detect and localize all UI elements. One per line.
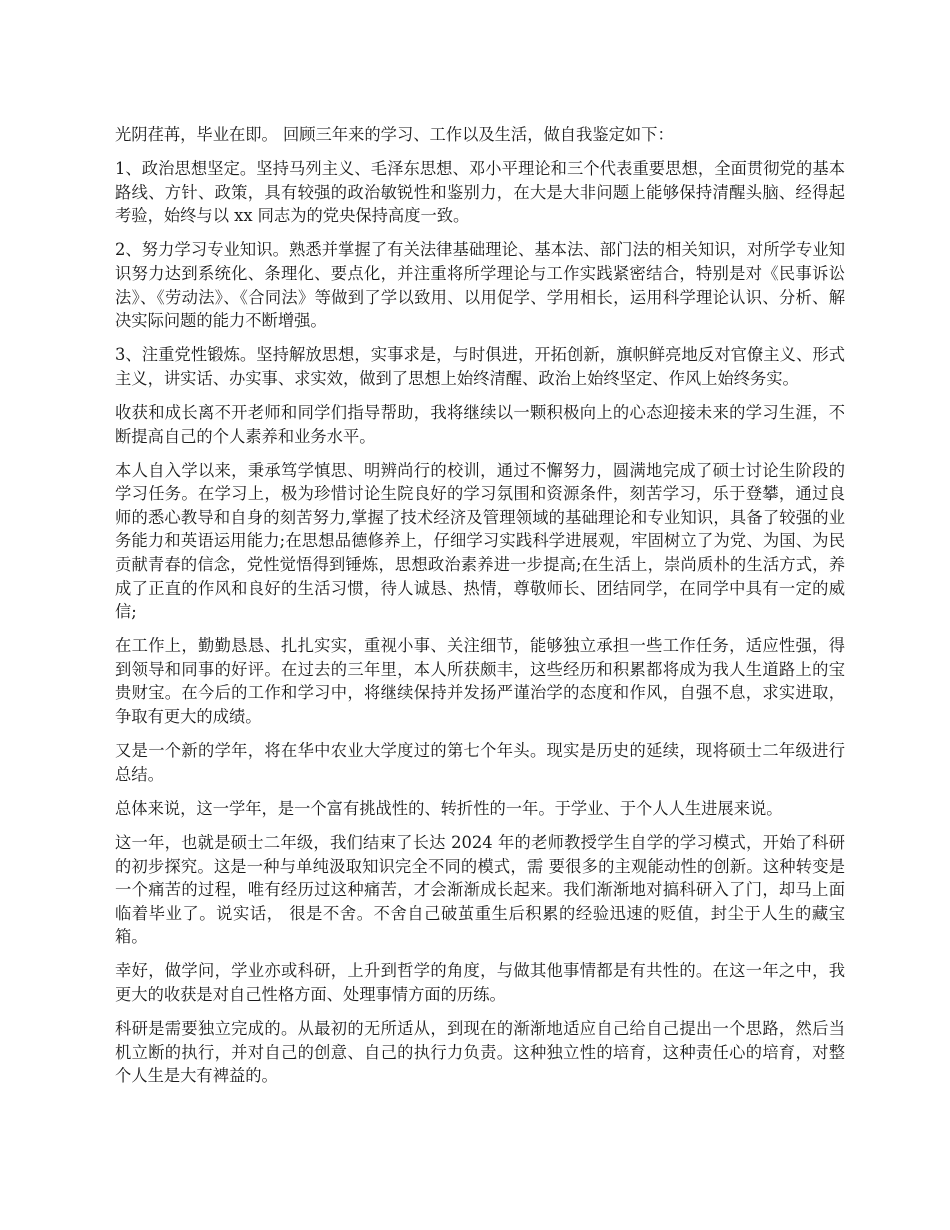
paragraph-fortunately: 幸好，做学问，学业亦或科研，上升到哲学的角度，与做其他事情都是有共性的。在这一年之中，我更大的收获是对自己性格方面、处理事情方面的历练。 — [115, 961, 845, 1004]
paragraph-party: 3、注重党性锻炼。坚持解放思想，实事求是，与时俱进，开拓创新，旗帜鲜亮地反对官僚主义、形式主义，讲实话、办实事、求实效，做到了思想上始终清醒、政治上始终坚定、作风上始终务实。 — [115, 345, 845, 388]
document-body — [115, 123, 845, 1098]
paragraph-new-year: 又是一个新的学年，将在华中农业大学度过的第七个年头。现实是历史的延续，现将硕士二年级进行总结。 — [115, 741, 845, 784]
paragraph-growth: 收获和成长离不开老师和同学们指导帮助，我将继续以一颗积极向上的心态迎接未来的学习生涯，不断提高自己的个人素养和业务水平。 — [115, 402, 845, 446]
paragraph-research: 科研是需要独立完成的。从最初的无所适从，到现在的渐渐地适应自己给自己提出一个思路，然后当机立断的执行，并对自己的创意、自己的执行力负责。这种独立性的培育，这种责任心的培育，对整个人生是大有裨益的。 — [115, 1019, 845, 1086]
paragraph-political: 1、政治思想坚定。坚持马列主义、毛泽东思想、邓小平理论和三个代表重要思想，全面贯彻党的基本路线、方针、政策，具有较强的政治敏锐性和鉴别力，在大是大非问题上能够保持清醒头脑、经得起考验，始终与以 xx 同志为的党央保持高度一致。 — [115, 159, 845, 226]
paragraph-self-intro: 本人自入学以来，秉承笃学慎思、明辨尚行的校训，通过不懈努力，圆满地完成了硕士讨论生阶段的学习任务。在学习上，极为珍惜讨论生院良好的学习氛围和资源条件，刻苦学习，乐于登攀，通过良师的悉心教导和自身的刻苦努力,掌握了技术经济及管理领域的基础理论和专业知识，具备了较强的业务能力和英语运用能力;在思想品德修养上，仔细学习实践科学进展观，牢固树立了为党、为国、为民贡献青春的信念，党性觉悟得到锤炼，思想政治素养进一步提高;在生活上，崇尚质朴的生活方式，养成了正直的作风和良好的生活习惯，待人诚恳、热情，尊敬师长、团结同学，在同学中具有一定的威信; — [115, 460, 845, 622]
paragraph-intro: 光阴荏苒，毕业在即。 回顾三年来的学习、工作以及生活，做自我鉴定如下： — [115, 125, 674, 144]
paragraph-work: 在工作上，勤勤恳恳、扎扎实实，重视小事、关注细节，能够独立承担一些工作任务，适应性强，得到领导和同事的好评。在过去的三年里，本人所获颇丰，这些经历和积累都将成为我人生道路上的宝贵财宝。在今后的工作和学习中，将继续保持并发扬严谨治学的态度和作风，自强不息，求实进取，争取有更大的成绩。 — [115, 636, 845, 727]
paragraph-study: 2、努力学习专业知识。熟悉并掌握了有关法律基础理论、基本法、部门法的相关知识，对所学专业知识努力达到系统化、条理化、要点化，并注重将所学理论与工作实践紧密结合，特别是对《民事诉讼法》、《劳动法》、《合同法》等做到了学以致用、以用促学、学用相长，运用科学理论认识、分析、解决实际问题的能力不断增强。 — [115, 240, 845, 331]
paragraph-overall: 总体来说，这一学年，是一个富有挑战性的、转折性的一年。于学业、于个人人生进展来说。 — [115, 798, 783, 818]
paragraph-this-year: 这一年，也就是硕士二年级，我们结束了长达 2024 年的老师教授学生自学的学习模式，开始了科研的初步探究。这是一种与单纯汲取知识完全不同的模式，需 要很多的主观能动性的创新。这种转变是一个痛苦的过程，唯有经历过这种痛苦，才会渐渐成长起来。我们渐渐地对搞科研入了门，却马上面临着毕业了。说实话， 很是不舍。不舍自己破茧重生后积累的经验迅速的贬值，封尘于人生的藏宝箱。 — [115, 832, 845, 947]
